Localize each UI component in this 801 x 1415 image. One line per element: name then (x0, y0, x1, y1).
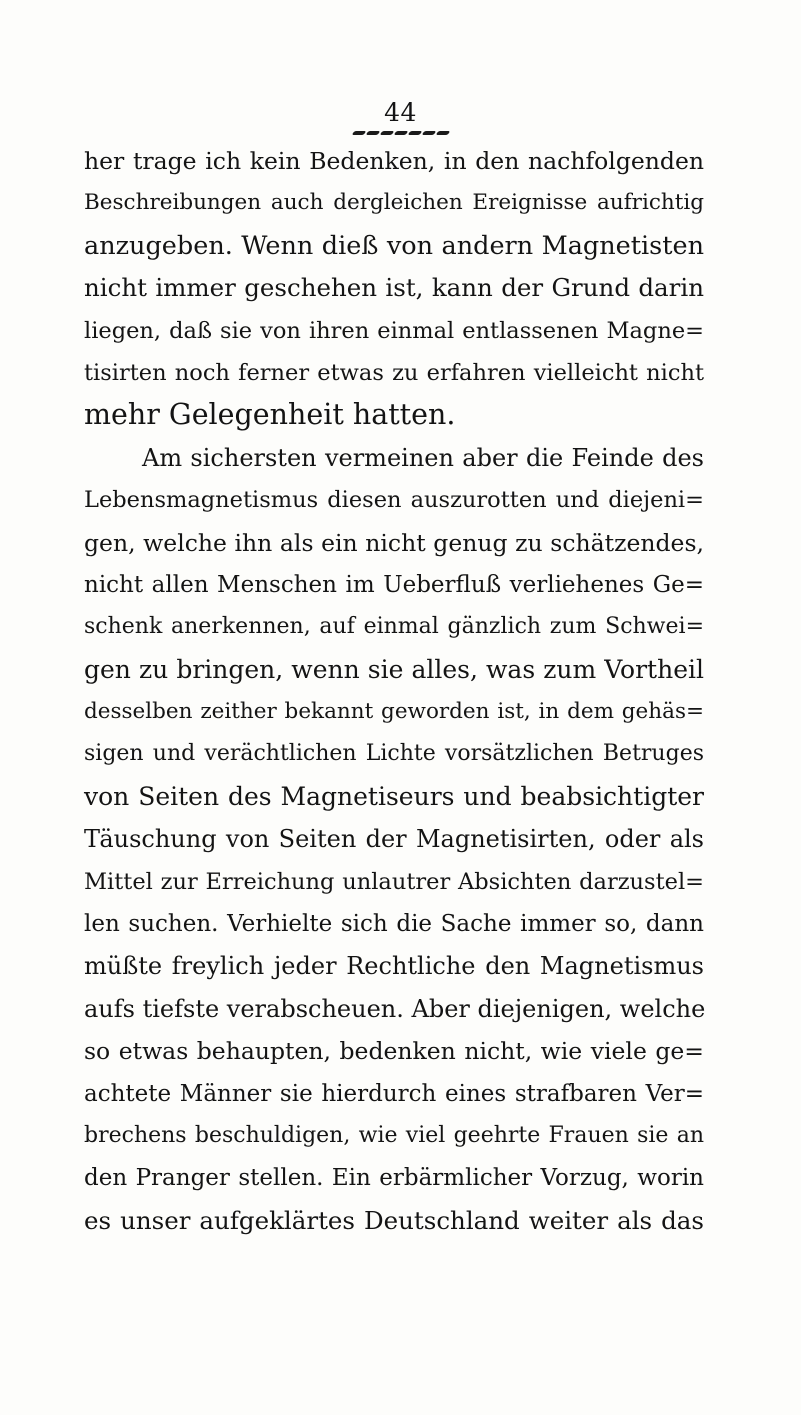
text-line: Beschreibungen auch dergleichen Ereignisse aufrichtig (84, 190, 704, 216)
text-line: Täuschung von Seiten der Magnetisirten, oder als (84, 825, 704, 854)
text-line: von Seiten des Magnetiseurs und beabsichtigter (84, 781, 704, 811)
text-line: tisirten noch ferner etwas zu erfahren vielleicht nicht (84, 359, 704, 386)
text-line: anzugeben. Wenn dieß von andern Magnetisten (84, 230, 704, 261)
text-line: gen zu bringen, wenn sie alles, was zum Vortheil (84, 654, 704, 684)
text-line: es unser aufgeklärtes Deutschland weiter als das (84, 1205, 704, 1235)
text-line: den Pranger stellen. Ein erbärmlicher Vorzug, worin (84, 1165, 704, 1192)
text-line: so etwas behaupten, bedenken nicht, wie viele ge= (84, 1037, 704, 1066)
text-line: müßte freylich jeder Rechtliche den Magnetismus (84, 952, 704, 981)
text-line: achtete Männer sie hierdurch eines strafbaren Ver= (84, 1080, 704, 1107)
body-text (84, 140, 704, 1242)
text-line: mehr Gelegenheit hatten. (84, 398, 456, 432)
text-line: Mittel zur Erreichung unlautrer Absichten darzustel= (84, 868, 704, 895)
text-line: desselben zeither bekannt geworden ist, in dem gehäs= (84, 699, 704, 725)
text-line: nicht immer geschehen ist, kann der Grund darin (84, 273, 704, 303)
text-line: nicht allen Menschen im Ueberfluß verliehenes Ge= (84, 571, 704, 598)
text-line: sigen und verächtlichen Lichte vorsätzlichen Betruges (84, 741, 704, 767)
text-line: aufs tiefste verabscheuen. Aber diejenigen, welche (84, 994, 706, 1023)
page-number: 44 (384, 98, 417, 127)
text-line: gen, welche ihn als ein nicht genug zu schätzendes, (84, 528, 704, 557)
text-line: len suchen. Verhielte sich die Sache immer so, dann (84, 911, 704, 938)
text-line: schenk anerkennen, auf einmal gänzlich zum Schwei= (84, 614, 704, 640)
text-line: brechens beschuldigen, wie viel geehrte Frauen sie an (84, 1122, 704, 1148)
text-line: liegen, daß sie von ihren einmal entlassenen Magne= (84, 317, 704, 344)
text-line: Lebensmagnetismus diesen auszurotten und diejeni= (84, 487, 704, 514)
text-line: Am sichersten vermeinen aber die Feinde des (142, 443, 704, 472)
text-line: her trage ich kein Bedenken, in den nachfolgenden (84, 147, 704, 175)
ornament-rule (318, 128, 484, 138)
